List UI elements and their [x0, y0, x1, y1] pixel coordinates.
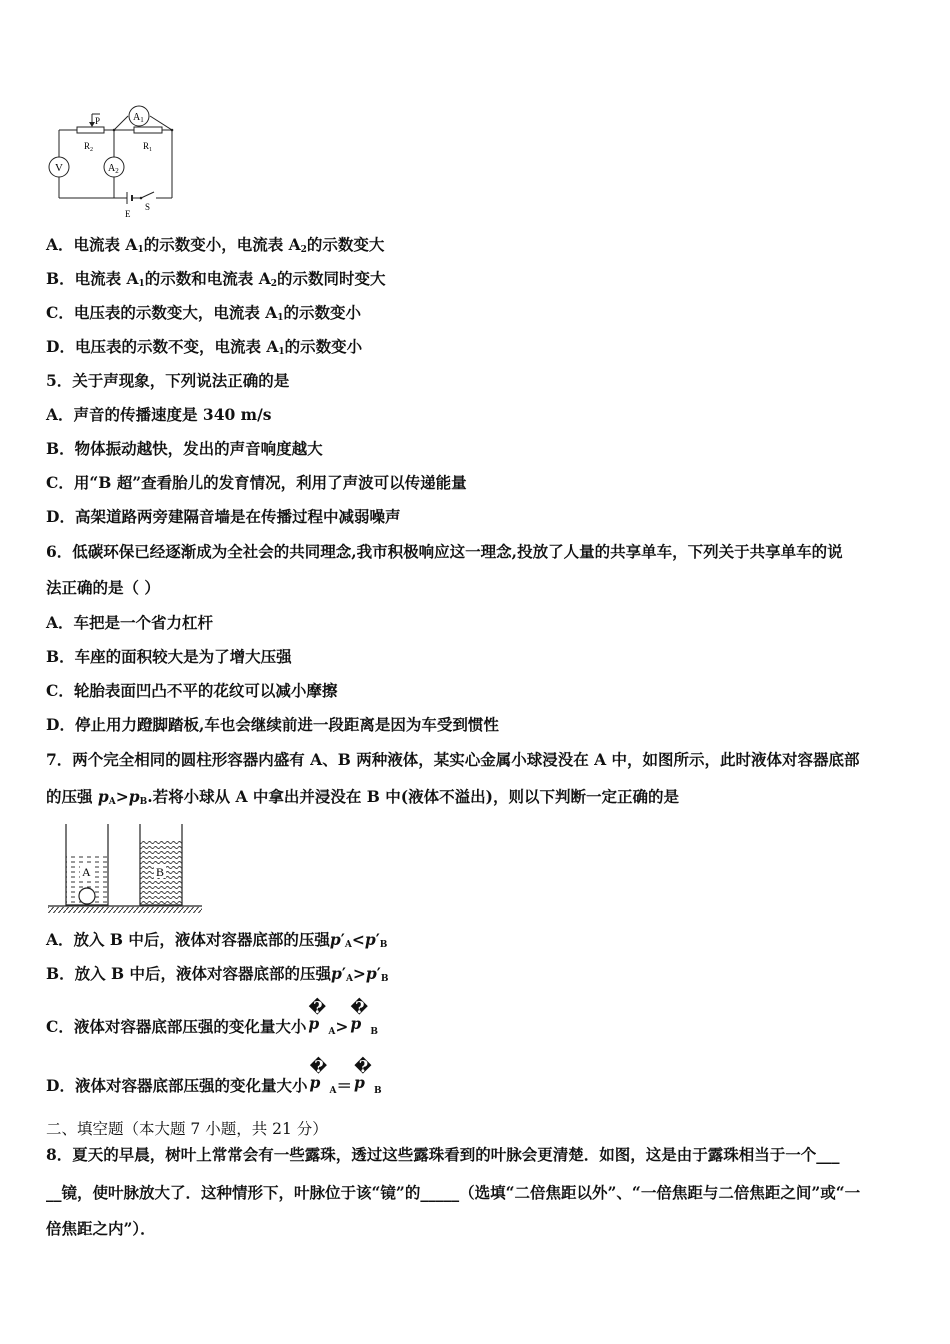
ammeter-a2-label: $A_2$ [108, 163, 119, 175]
q6-option-d: D．停止用力蹬脚踏板,车也会继续前进一段距离是因为车受到惯性 [46, 715, 499, 734]
ground-hatch [48, 907, 202, 913]
q7-option-c: C．液体对容器底部压强的变化量大小 � p A> � p B [46, 998, 378, 1037]
voltmeter-label: V [55, 162, 63, 174]
q8-line3: 倍焦距之内”）． [46, 1219, 156, 1238]
q5-option-a: A．声音的传播速度是 340 m/s [46, 405, 272, 424]
q7-stem-line2: 的压强 pA>pB.若将小球从 A 中拿出并浸没在 B 中(液体不溢出)，则以下判断一定正确的是 [46, 787, 679, 807]
q6-stem-line1: 6．低碳环保已经逐渐成为全社会的共同理念,我市积极响应这一理念,投放了人量的共享单车，下列关于共享单车的说 [46, 542, 843, 561]
q5-option-b: B．物体振动越快，发出的声音响度越大 [46, 439, 323, 458]
q6-option-a: A．车把是一个省力杠杆 [46, 613, 214, 632]
q8-line1: 8．夏天的早晨，树叶上常常会有一些露珠，透过这些露珠看到的叶脉会更清楚．如图，这是由于露珠相当于一个___ [46, 1145, 840, 1164]
q7-stem-line1: 7．两个完全相同的圆柱形容器内盛有 A、B 两种液体，某实心金属小球浸没在 A 中，如图所示，此时液体对容器底部 [46, 750, 860, 769]
containers-figure [46, 820, 204, 914]
q8-line2: __镜，使叶脉放大了．这种情形下，叶脉位于该“镜”的_____（选填“二倍焦距以外”、“一倍焦距与二倍焦距之间”或“一 [46, 1183, 861, 1202]
q6-stem-line2: 法正确的是（ ） [46, 578, 160, 597]
q6-option-c: C．轮胎表面凹凸不平的花纹可以减小摩擦 [46, 681, 338, 700]
container-b-label: B [156, 865, 165, 879]
q7-option-b: B．放入 B 中后，液体对容器底部的压强p′A>p′B [46, 964, 389, 984]
q4-option-b: B．电流表 $A_1$的示数和电流表 $A_2$的示数同时变大 [46, 269, 386, 289]
switch-s-label: S [145, 202, 151, 212]
container-a-label: A [82, 865, 91, 879]
q6-option-b: B．车座的面积较大是为了增大压强 [46, 647, 292, 666]
metal-ball [79, 888, 95, 904]
q4-option-d: D．电压表的示数不变，电流表 $A_1$的示数变小 [46, 337, 363, 357]
resistor-r1-label: $R_1$ [143, 141, 153, 153]
q5-option-d: D．高架道路两旁建隔音墙是在传播过程中减弱噪声 [46, 507, 401, 526]
q5-stem: 5．关于声现象，下列说法正确的是 [46, 371, 290, 390]
circuit-diagram [44, 100, 184, 222]
resistor-r2-label: $R_2$ [84, 141, 94, 153]
q4-option-a: A．电流表 $A_1$的示数变小，电流表 $A_2$的示数变大 [46, 235, 385, 255]
slider-p-label: P [95, 116, 101, 126]
section-2-heading: 二、填空题（本大题 7 小题，共 21 分） [46, 1120, 328, 1138]
ammeter-a1-label: $A_1$ [133, 112, 144, 124]
battery-e-label: E [125, 209, 131, 219]
q7-option-a: A．放入 B 中后，液体对容器底部的压强p′A<p′B [46, 930, 388, 950]
q4-option-c: C．电压表的示数变大，电流表 $A_1$的示数变小 [46, 303, 362, 323]
q7-option-d: D．液体对容器底部压强的变化量大小 � p A＝ � p B [46, 1057, 382, 1096]
q5-option-c: C．用“B 超”查看胎儿的发育情况，利用了声波可以传递能量 [46, 473, 467, 492]
